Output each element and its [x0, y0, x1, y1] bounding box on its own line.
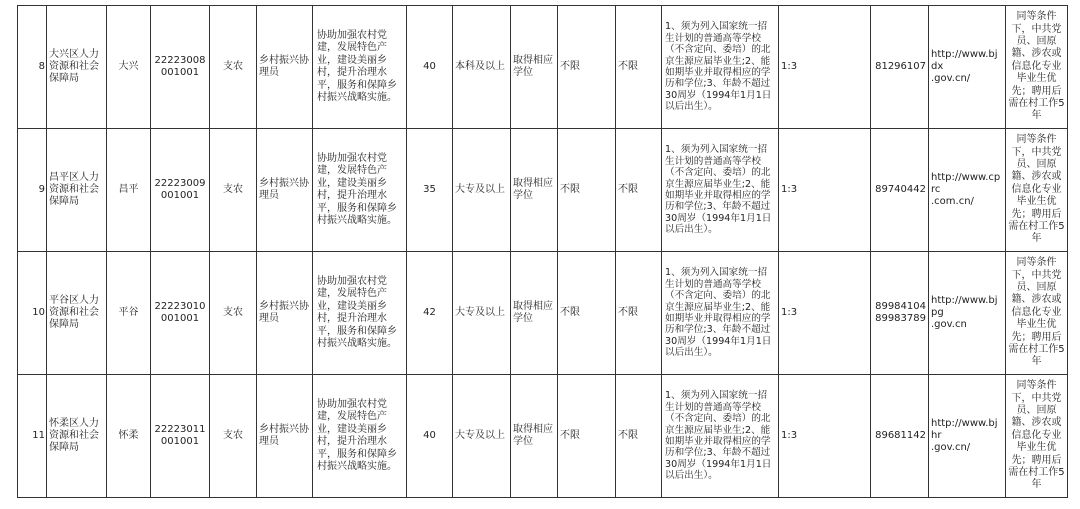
requirement-unrestricted-1: 不限 [558, 6, 616, 129]
position-category: 支农 [210, 375, 257, 498]
hire-count: 42 [407, 252, 453, 375]
degree-requirement: 取得相应学位 [511, 6, 558, 129]
remark: 同等条件下，中共党员、回原籍、涉农或信息化专业毕业生优先；聘用后需在村工作5年 [1006, 375, 1068, 498]
website-link[interactable]: http://www.bjdx .gov.cn/ [929, 6, 1006, 129]
position-code: 22223008 001001 [151, 6, 210, 129]
job-duty: 协助加强农村党建，发展特色产业，建设美丽乡村，提升治理水平，服务和保障乡村振兴战略实施。 [313, 252, 407, 375]
website-link[interactable]: http://www.bjpg .gov.cn [929, 252, 1006, 375]
position-category: 支农 [210, 6, 257, 129]
contact-phone: 81296107 [871, 6, 929, 129]
row-index: 9 [18, 129, 47, 252]
district: 怀柔 [107, 375, 151, 498]
education-requirement: 大专及以上 [453, 129, 511, 252]
requirement-unrestricted-1: 不限 [558, 375, 616, 498]
table-row [18, 6, 1068, 129]
job-duty: 协助加强农村党建，发展特色产业，建设美丽乡村，提升治理水平，服务和保障乡村振兴战略实施。 [313, 129, 407, 252]
position-name: 乡村振兴协理员 [257, 6, 313, 129]
interview-ratio: 1:3 [779, 375, 871, 498]
degree-requirement: 取得相应学位 [511, 375, 558, 498]
position-name: 乡村振兴协理员 [257, 252, 313, 375]
district: 昌平 [107, 129, 151, 252]
job-duty: 协助加强农村党建，发展特色产业，建设美丽乡村，提升治理水平，服务和保障乡村振兴战略实施。 [313, 6, 407, 129]
remark: 同等条件下，中共党员、回原籍、涉农或信息化专业毕业生优先；聘用后需在村工作5年 [1006, 6, 1068, 129]
district: 平谷 [107, 252, 151, 375]
contact-phone: 89984104 89983789 [871, 252, 929, 375]
contact-phone: 89740442 [871, 129, 929, 252]
employer-unit: 怀柔区人力资源和社会保障局 [47, 375, 107, 498]
degree-requirement: 取得相应学位 [511, 129, 558, 252]
interview-ratio: 1:3 [779, 6, 871, 129]
requirement-unrestricted-2: 不限 [616, 375, 662, 498]
recruitment-table [17, 5, 1068, 498]
interview-ratio: 1:3 [779, 252, 871, 375]
other-conditions: 1、须为列入国家统一招生计划的普通高等学校（不含定向、委培）的北京生源应届毕业生;2、能如期毕业并取得相应的学历和学位;3、年龄不超过30周岁（1994年1月1日以后出生）。 [662, 6, 779, 129]
education-requirement: 大专及以上 [453, 375, 511, 498]
table-body [18, 6, 1068, 498]
employer-unit: 平谷区人力资源和社会保障局 [47, 252, 107, 375]
requirement-unrestricted-1: 不限 [558, 252, 616, 375]
website-link[interactable]: http://www.cprc .com.cn/ [929, 129, 1006, 252]
employer-unit: 大兴区人力资源和社会保障局 [47, 6, 107, 129]
requirement-unrestricted-2: 不限 [616, 6, 662, 129]
requirement-unrestricted-2: 不限 [616, 129, 662, 252]
row-index: 11 [18, 375, 47, 498]
interview-ratio: 1:3 [779, 129, 871, 252]
row-index: 10 [18, 252, 47, 375]
position-category: 支农 [210, 129, 257, 252]
other-conditions: 1、须为列入国家统一招生计划的普通高等学校（不含定向、委培）的北京生源应届毕业生;2、能如期毕业并取得相应的学历和学位;3、年龄不超过30周岁（1994年1月1日以后出生）。 [662, 252, 779, 375]
requirement-unrestricted-1: 不限 [558, 129, 616, 252]
website-link[interactable]: http://www.bjhr .gov.cn/ [929, 375, 1006, 498]
other-conditions: 1、须为列入国家统一招生计划的普通高等学校（不含定向、委培）的北京生源应届毕业生;2、能如期毕业并取得相应的学历和学位;3、年龄不超过30周岁（1994年1月1日以后出生）。 [662, 375, 779, 498]
hire-count: 35 [407, 129, 453, 252]
employer-unit: 昌平区人力资源和社会保障局 [47, 129, 107, 252]
degree-requirement: 取得相应学位 [511, 252, 558, 375]
table-row [18, 252, 1068, 375]
table-row [18, 375, 1068, 498]
remark: 同等条件下，中共党员、回原籍、涉农或信息化专业毕业生优先；聘用后需在村工作5年 [1006, 252, 1068, 375]
position-name: 乡村振兴协理员 [257, 129, 313, 252]
recruitment-table-page [17, 5, 1068, 498]
education-requirement: 本科及以上 [453, 6, 511, 129]
table-row [18, 129, 1068, 252]
hire-count: 40 [407, 375, 453, 498]
position-code: 22223009 001001 [151, 129, 210, 252]
contact-phone: 89681142 [871, 375, 929, 498]
row-index: 8 [18, 6, 47, 129]
requirement-unrestricted-2: 不限 [616, 252, 662, 375]
position-category: 支农 [210, 252, 257, 375]
position-code: 22223010 001001 [151, 252, 210, 375]
job-duty: 协助加强农村党建，发展特色产业，建设美丽乡村，提升治理水平，服务和保障乡村振兴战略实施。 [313, 375, 407, 498]
remark: 同等条件下，中共党员、回原籍、涉农或信息化专业毕业生优先；聘用后需在村工作5年 [1006, 129, 1068, 252]
other-conditions: 1、须为列入国家统一招生计划的普通高等学校（不含定向、委培）的北京生源应届毕业生;2、能如期毕业并取得相应的学历和学位;3、年龄不超过30周岁（1994年1月1日以后出生）。 [662, 129, 779, 252]
hire-count: 40 [407, 6, 453, 129]
district: 大兴 [107, 6, 151, 129]
education-requirement: 大专及以上 [453, 252, 511, 375]
position-name: 乡村振兴协理员 [257, 375, 313, 498]
position-code: 22223011 001001 [151, 375, 210, 498]
